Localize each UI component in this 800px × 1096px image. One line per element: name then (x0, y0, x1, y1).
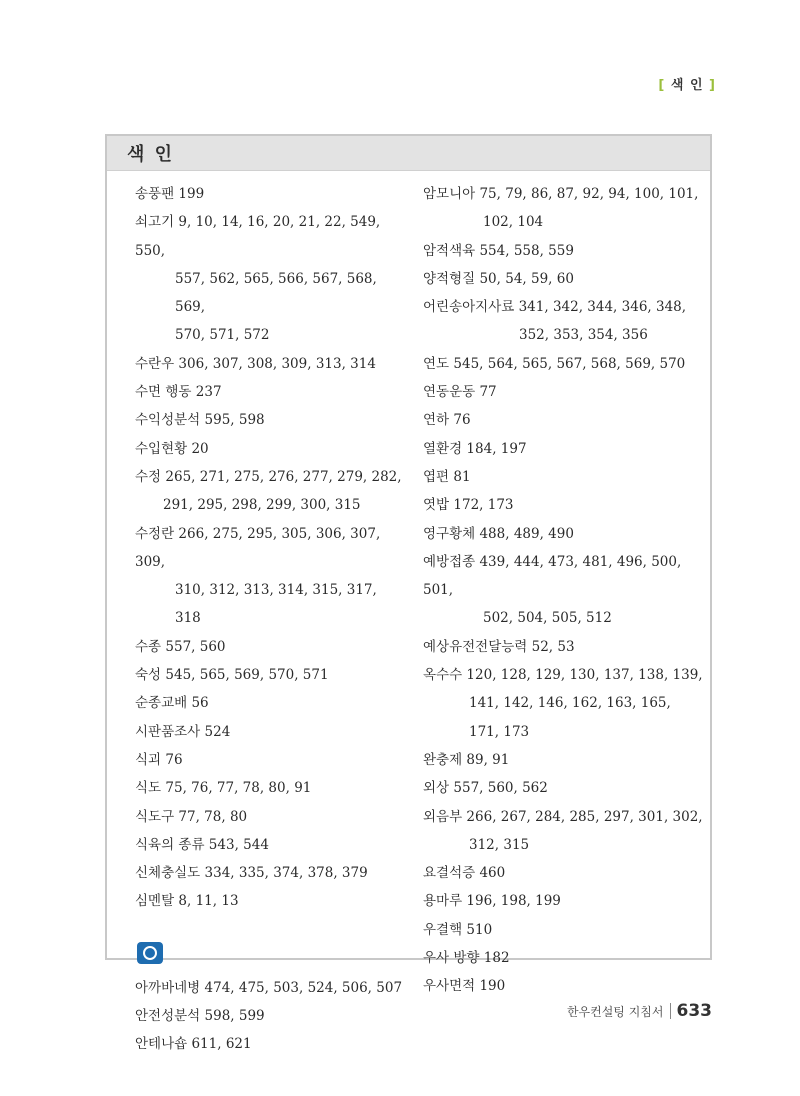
index-term: 수면 행동 (135, 384, 192, 401)
index-entry (135, 803, 405, 831)
index-pages: 81 (453, 468, 471, 485)
index-entry (423, 435, 705, 463)
index-term: 우결핵 (423, 921, 463, 938)
index-pages: 545, 565, 569, 570, 571 (165, 667, 329, 684)
index-entry (423, 972, 705, 1000)
index-term: 시판품조사 (135, 723, 201, 740)
index-pages-continued: 291, 295, 298, 299, 300, 315 (163, 497, 361, 514)
index-entry (423, 520, 705, 548)
index-pages-continued: 502, 504, 505, 512 (483, 610, 612, 627)
index-term: 쇠고기 (135, 214, 175, 231)
index-term: 요결석증 (423, 865, 476, 882)
index-term: 엿밥 (423, 497, 450, 514)
section-title: 색 인 (127, 144, 175, 165)
index-entry (423, 237, 705, 265)
index-term: 심멘탈 (135, 893, 175, 910)
index-pages: 543, 544 (208, 836, 269, 853)
index-pages-continued: 102, 104 (483, 214, 544, 231)
index-term: 수익성분석 (135, 412, 201, 429)
index-term: 수란우 (135, 355, 175, 372)
index-pages: 474, 475, 503, 524, 506, 507 (204, 979, 403, 996)
index-pages-continued: 570, 571, 572 (175, 327, 270, 344)
index-entry (135, 974, 405, 1002)
book-title: 한우컨설팅 지침서 (566, 1004, 664, 1019)
index-term: 수입현황 (135, 440, 188, 457)
index-pages: 8, 11, 13 (178, 893, 239, 910)
index-entry (135, 633, 405, 661)
index-entry (423, 774, 705, 802)
index-entry (423, 350, 705, 378)
running-head: [ 색 인 ] (658, 78, 716, 93)
index-term: 옥수수 (423, 667, 463, 684)
index-pages: 334, 335, 374, 378, 379 (204, 865, 368, 882)
index-entry (423, 491, 705, 519)
index-pages: 190 (479, 978, 506, 995)
index-entry (423, 633, 705, 661)
index-entry (423, 548, 705, 633)
index-term: 우사 방향 (423, 950, 480, 967)
index-entry (423, 406, 705, 434)
index-entry (423, 944, 705, 972)
index-entry (423, 265, 705, 293)
index-pages: 52, 53 (531, 638, 575, 655)
index-pages: 557, 560 (165, 638, 226, 655)
index-pages: 488, 489, 490 (479, 525, 574, 542)
index-term: 신체충실도 (135, 865, 201, 882)
index-entry (423, 859, 705, 887)
index-entry (423, 916, 705, 944)
index-entry (135, 718, 405, 746)
index-pages: 76 (165, 751, 183, 768)
index-term: 암모니아 (423, 186, 476, 202)
index-entry (135, 859, 405, 887)
index-term: 용마루 (423, 893, 463, 910)
index-pages: 56 (191, 695, 209, 712)
index-term: 암적색육 (423, 242, 476, 259)
index-pages: 76 (453, 412, 471, 429)
index-term: 식도 (135, 780, 162, 797)
index-pages: 266, 275, 295, 305, 306, 307, 309, (135, 525, 381, 570)
running-head-title: 색 인 (670, 78, 704, 93)
index-pages: 9, 10, 14, 16, 20, 21, 22, 549, 550, (135, 214, 381, 259)
index-pages: 510 (466, 921, 493, 938)
index-term: 수정란 (135, 525, 175, 542)
index-entry (135, 208, 405, 349)
index-pages: 237 (195, 384, 222, 401)
index-term: 예상유전전달능력 (423, 638, 528, 655)
index-pages-continued: 141, 142, 146, 162, 163, 165, 171, 173 (469, 695, 671, 740)
index-term: 식도구 (135, 808, 175, 825)
index-pages: 89, 91 (466, 751, 510, 768)
index-entry (135, 661, 405, 689)
index-term: 연도 (423, 355, 450, 372)
page-number: 633 (676, 1001, 712, 1021)
index-entry (135, 831, 405, 859)
index-pages: 172, 173 (453, 497, 514, 514)
index-pages: 120, 128, 129, 130, 137, 138, 139, (466, 667, 703, 684)
index-pages-continued: 352, 353, 354, 356 (519, 327, 648, 344)
index-entry (423, 463, 705, 491)
index-term: 연동운동 (423, 384, 476, 401)
index-term: 영구황체 (423, 525, 476, 542)
index-pages: 265, 271, 275, 276, 277, 279, 282, (165, 468, 402, 485)
index-term: 안전성분석 (135, 1008, 201, 1025)
index-entry (135, 520, 405, 633)
index-entry (135, 350, 405, 378)
index-entry (135, 378, 405, 406)
index-term: 아까바네병 (135, 979, 201, 996)
index-pages: 545, 564, 565, 567, 568, 569, 570 (453, 355, 686, 372)
index-pages: 266, 267, 284, 285, 297, 301, 302, (466, 808, 703, 825)
index-entry (135, 406, 405, 434)
index-term: 안테나숍 (135, 1036, 188, 1053)
page-footer (567, 1001, 712, 1021)
index-entry (423, 887, 705, 915)
index-pages: 439, 444, 473, 481, 496, 500, 501, (423, 553, 682, 599)
index-term: 수정 (135, 468, 162, 485)
index-pages: 199 (178, 186, 205, 202)
index-term: 엽편 (423, 468, 450, 485)
index-entry (423, 378, 705, 406)
index-pages: 554, 558, 559 (479, 242, 574, 259)
index-term: 식괴 (135, 751, 162, 768)
index-pages: 341, 342, 344, 346, 348, (518, 299, 687, 316)
index-column-right (423, 180, 705, 1001)
index-term: 외상 (423, 780, 450, 797)
index-entry (135, 1002, 405, 1030)
index-pages: 306, 307, 308, 309, 313, 314 (178, 355, 376, 372)
index-term: 우사면적 (423, 978, 476, 995)
index-entry (423, 746, 705, 774)
index-term: 외음부 (423, 808, 463, 825)
index-entry (423, 180, 705, 237)
index-term: 식육의 종류 (135, 836, 205, 853)
index-entry (135, 774, 405, 802)
index-term: 열환경 (423, 440, 463, 457)
index-entry (423, 661, 705, 746)
index-pages: 50, 54, 59, 60 (479, 270, 574, 287)
index-entry (135, 689, 405, 717)
index-pages: 77, 78, 80 (178, 808, 248, 825)
section-header (107, 136, 710, 171)
index-entry (135, 1030, 405, 1058)
index-pages: 611, 621 (191, 1036, 252, 1053)
index-term: 연하 (423, 412, 450, 429)
index-pages: 524 (204, 723, 231, 740)
footer-divider (670, 1003, 671, 1019)
index-pages: 595, 598 (204, 412, 265, 429)
index-pages: 75, 79, 86, 87, 92, 94, 100, 101, (479, 186, 699, 202)
index-entry (135, 180, 405, 208)
index-entry (135, 887, 405, 915)
letter-o-icon (143, 946, 157, 960)
index-term: 순종교배 (135, 695, 188, 712)
index-pages: 598, 599 (204, 1008, 265, 1025)
index-pages-continued: 557, 562, 565, 566, 567, 568, 569, (175, 270, 377, 316)
index-entry (135, 746, 405, 774)
index-pages: 77 (479, 384, 497, 401)
index-pages: 184, 197 (466, 440, 527, 457)
index-entry (423, 803, 705, 860)
index-term: 양적형질 (423, 270, 476, 287)
index-column-left (135, 180, 405, 1059)
index-pages-continued: 312, 315 (469, 836, 530, 853)
index-pages-continued: 310, 312, 313, 314, 315, 317, 318 (175, 582, 377, 627)
index-term: 완충제 (423, 751, 463, 768)
index-entry (423, 293, 705, 350)
index-pages: 182 (483, 950, 510, 967)
index-term: 수종 (135, 638, 162, 655)
index-pages: 460 (479, 865, 506, 882)
index-pages: 196, 198, 199 (466, 893, 561, 910)
index-term: 예방접종 (423, 553, 476, 570)
index-pages: 20 (191, 440, 209, 457)
index-term: 어린송아지사료 (423, 299, 515, 316)
index-pages: 75, 76, 77, 78, 80, 91 (165, 780, 312, 797)
index-entry (135, 435, 405, 463)
letter-o-badge (137, 942, 163, 964)
index-term: 송풍팬 (135, 186, 175, 202)
index-term: 숙성 (135, 667, 162, 684)
index-entry (135, 463, 405, 520)
index-pages: 557, 560, 562 (453, 780, 548, 797)
